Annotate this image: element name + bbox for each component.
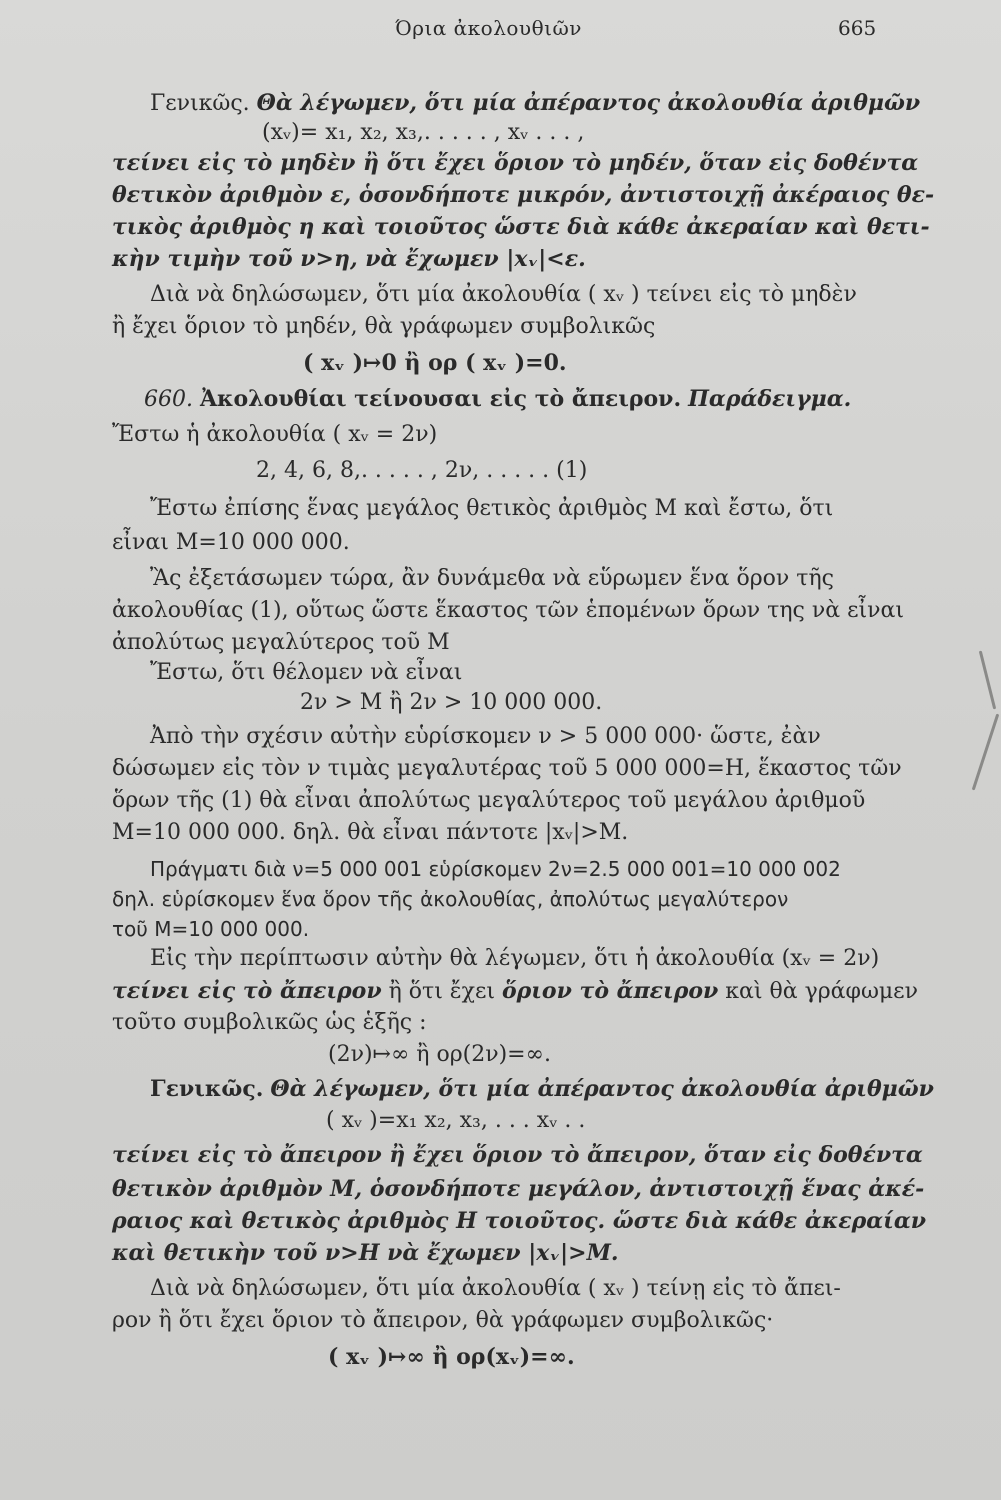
definition-1-line-1	[150, 88, 920, 119]
paragraph-7-line-3: ὅρων τῆς (1) θὰ εἶναι ἀπολύτως μεγαλύτερος τοῦ μεγάλου ἀριθμοῦ	[112, 788, 866, 813]
section-heading	[144, 384, 851, 415]
formula-limit-zero: ( xᵥ )↦0 ἢ ορ ( xᵥ )=0.	[303, 350, 567, 376]
definition-2-sequence: ( xᵥ )=x₁ x₂, x₃, . . . xᵥ . .	[326, 1108, 586, 1133]
definition-1-sequence: (xᵥ)= x₁, x₂, x₃,. . . . . , xᵥ . . . ,	[262, 120, 585, 145]
paragraph-4-line-1: Ἔστω ἐπίσης ἕνας μεγάλος θετικὸς ἀριθμὸς Μ καὶ ἔστω, ὅτι	[150, 496, 834, 521]
sequence-example: 2, 4, 6, 8,. . . . . , 2ν, . . . . . (1)	[256, 458, 588, 483]
paragraph-9-line-1: Εἰς τὴν περίπτωσιν αὐτὴν θὰ λέγωμεν, ὅτι ἡ ἀκολουθία (xᵥ = 2ν)	[150, 946, 880, 971]
paragraph-8-line-2: δηλ. εὑρίσκομεν ἕνα ὅρον τῆς ἀκολουθίας, ἀπολύτως μεγαλύτερον	[112, 887, 789, 911]
paragraph-2-line-1: Διὰ νὰ δηλώσωμεν, ὅτι μία ἀκολουθία ( xᵥ ) τείνει εἰς τὸ μηδὲν	[150, 282, 857, 307]
paragraph-3-line-1: Ἔστω ἡ ἀκολουθία ( xᵥ = 2ν)	[112, 422, 438, 447]
paragraph-5-line-1: Ἂς ἐξετάσωμεν τώρα, ἂν δυνάμεθα νὰ εὕρωμεν ἕνα ὅρον τῆς	[150, 566, 834, 591]
paragraph-9-line-3: τοῦτο συμβολικῶς ὡς ἑξῆς :	[112, 1010, 427, 1035]
paragraph-9-ending: καὶ θὰ γράφωμεν	[718, 979, 918, 1004]
definition-1-line-6: κὴν τιμὴν τοῦ ν>η, νὰ ἔχωμεν |xᵥ|<ε.	[112, 246, 586, 272]
page-number: 665	[838, 16, 877, 40]
definition-2-line-1	[150, 1074, 934, 1105]
definition-1-line-3: τείνει εἰς τὸ μηδὲν ἢ ὅτι ἔχει ὅριον τὸ μηδέν, ὅταν εἰς δοθέντα	[112, 150, 919, 176]
paragraph-8-line-1: Πράγματι διὰ ν=5 000 001 εὑρίσκομεν 2ν=2.5 000 001=10 000 002	[150, 857, 841, 881]
paragraph-4-line-2: εἶναι Μ=10 000 000.	[112, 530, 350, 555]
term-tends-to-infinity: τείνει εἰς τὸ ἄπειρον	[112, 978, 382, 1004]
definition-1-line-5: τικὸς ἀριθμὸς η καὶ τοιοῦτος ὥστε διὰ κάθε ἀκεραίαν καὶ θετι-	[112, 214, 930, 240]
paragraph-11-line-1: Διὰ νὰ δηλώσωμεν, ὅτι μία ἀκολουθία ( xᵥ ) τείνῃ εἰς τὸ ἄπει-	[150, 1276, 841, 1301]
paragraph-2-line-2: ἢ ἔχει ὅριον τὸ μηδέν, θὰ γράφωμεν συμβολικῶς	[112, 314, 656, 339]
definition-2-lead: Γενικῶς.	[150, 1076, 264, 1102]
paragraph-8-line-3: τοῦ Μ=10 000 000.	[112, 917, 310, 941]
paragraph-7-line-4: Μ=10 000 000. δηλ. θὰ εἶναι πάντοτε |xᵥ|>Μ.	[112, 820, 629, 845]
definition-2-text: Θὰ λέγωμεν, ὅτι μία ἀπέραντος ἀκολουθία ἀριθμῶν	[270, 1076, 934, 1102]
definition-1-text: Θὰ λέγωμεν, ὅτι μία ἀπέραντος ἀκολουθία ἀριθμῶν	[256, 90, 921, 116]
definition-2-line-3: τείνει εἰς τὸ ἄπειρον ἢ ἔχει ὅριον τὸ ἄπειρον, ὅταν εἰς δοθέντα	[112, 1142, 923, 1168]
page-header	[0, 16, 1001, 46]
formula-inequality: 2ν > Μ ἢ 2ν > 10 000 000.	[300, 690, 603, 715]
definition-2-line-6: καὶ θετικὴν τοῦ ν>Η νὰ ἔχωμεν |xᵥ|>Μ.	[112, 1240, 619, 1266]
formula-limit-2n: (2ν)↦∞ ἢ ορ(2ν)=∞.	[328, 1042, 551, 1067]
paragraph-7-line-2: δώσωμεν εἰς τὸν ν τιμὰς μεγαλυτέρας τοῦ 5 000 000=Η, ἕκαστος τῶν	[112, 756, 902, 781]
formula-limit-infinity: ( xᵥ )↦∞ ἢ ορ(xᵥ)=∞.	[328, 1344, 575, 1370]
paragraph-9-line-2	[112, 976, 918, 1007]
definition-1-line-4: θετικὸν ἀριθμὸν ε, ὁσονδήποτε μικρόν, ἀντιστοιχῇ ἀκέραιος θε-	[112, 182, 935, 208]
paragraph-7-line-1: Ἀπὸ τὴν σχέσιν αὐτὴν εὑρίσκομεν ν > 5 000 000· ὥστε, ἐὰν	[150, 724, 821, 749]
margin-pencil-mark	[979, 651, 996, 710]
paragraph-11-line-2: ρον ἢ ὅτι ἔχει ὅριον τὸ ἄπειρον, θὰ γράφωμεν συμβολικῶς·	[112, 1308, 774, 1333]
section-number: 660.	[144, 387, 193, 412]
running-title: Όρια ἀκολουθιῶν	[395, 16, 582, 40]
margin-pencil-mark	[972, 713, 1000, 790]
definition-2-line-4: θετικὸν ἀριθμὸν Μ, ὁσονδήποτε μεγάλον, ἀντιστοιχῇ ἕνας ἀκέ-	[112, 1176, 925, 1202]
paragraph-5-line-2: ἀκολουθίας (1), οὕτως ὥστε ἕκαστος τῶν ἑπομένων ὅρων της νὰ εἶναι	[112, 598, 904, 623]
paragraph-5-line-3: ἀπολύτως μεγαλύτερος τοῦ Μ	[112, 630, 450, 655]
definition-2-line-5: ραιος καὶ θετικὸς ἀριθμὸς Η τοιοῦτος. ὥστε διὰ κάθε ἀκεραίαν	[112, 1208, 927, 1234]
section-title: Ἀκολουθίαι τείνουσαι εἰς τὸ ἄπειρον.	[199, 386, 682, 412]
paragraph-6-line-1: Ἔστω, ὅτι θέλομεν νὰ εἶναι	[150, 660, 463, 685]
term-limit-infinity: ὅριον τὸ ἄπειρον	[501, 978, 719, 1004]
section-example-label: Παράδειγμα.	[688, 386, 852, 412]
definition-1-lead: Γενικῶς.	[150, 91, 250, 116]
paragraph-9-connector: ἢ ὅτι ἔχει	[381, 979, 502, 1004]
